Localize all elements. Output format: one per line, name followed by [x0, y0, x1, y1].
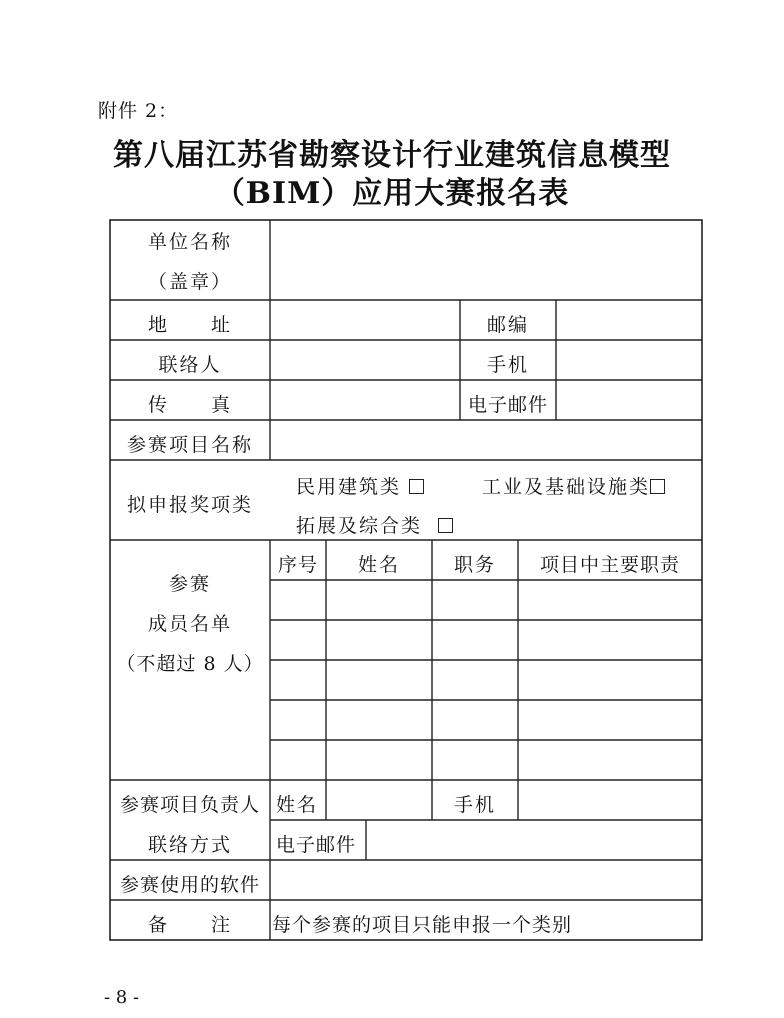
leader-name-label: 姓名	[276, 794, 319, 816]
industrial-checkbox[interactable]	[650, 479, 665, 494]
page-number: - 8 -	[104, 987, 140, 1008]
form-title-line1: 第八届江苏省勘察设计行业建筑信息模型	[113, 138, 671, 173]
email-label: 电子邮件	[467, 394, 548, 416]
unit-name-label	[110, 222, 270, 302]
members-label	[110, 564, 270, 684]
form-title-line2: （BIM）应用大赛报名表	[214, 176, 570, 211]
header-position: 职务	[453, 554, 496, 576]
members-line3: （不超过 8 人）	[116, 653, 264, 675]
postcode-label: 邮编	[486, 314, 529, 336]
software-label: 参赛使用的软件	[119, 874, 260, 896]
address-label: 地 址	[147, 314, 232, 336]
members-line2: 成员名单	[147, 613, 232, 635]
contact-label: 联络人	[158, 354, 222, 376]
leader-email-label: 电子邮件	[276, 834, 357, 856]
leader-label-line2: 联络方式	[147, 834, 232, 856]
leader-mobile-label: 手机	[454, 794, 497, 816]
award-category-label: 拟申报奖项类	[126, 494, 253, 516]
option-civil-label: 民用建筑类	[296, 476, 402, 498]
option-civil[interactable]	[296, 472, 424, 499]
fax-label: 传 真	[147, 394, 232, 416]
remarks-label: 备 注	[147, 914, 232, 936]
leader-label-line1: 参赛项目负责人	[119, 794, 260, 816]
extended-checkbox[interactable]	[438, 518, 453, 533]
project-name-label: 参赛项目名称	[126, 434, 253, 456]
unit-name-line1: 单位名称	[147, 231, 232, 253]
unit-name-line2: （盖章）	[147, 271, 232, 293]
mobile-label: 手机	[486, 354, 529, 376]
option-extended[interactable]	[296, 511, 453, 538]
header-responsibility: 项目中主要职责	[539, 554, 680, 576]
civil-checkbox[interactable]	[409, 479, 424, 494]
header-name: 姓名	[357, 554, 400, 576]
option-extended-label: 拓展及综合类	[296, 515, 423, 537]
option-industrial-label: 工业及基础设施类	[482, 476, 651, 498]
remarks-value: 每个参赛的项目只能申报一个类别	[272, 914, 573, 936]
header-index: 序号	[277, 554, 318, 576]
option-industrial[interactable]	[482, 472, 665, 499]
members-line1: 参赛	[168, 573, 211, 595]
attachment-label: 附件 2：	[98, 100, 179, 122]
